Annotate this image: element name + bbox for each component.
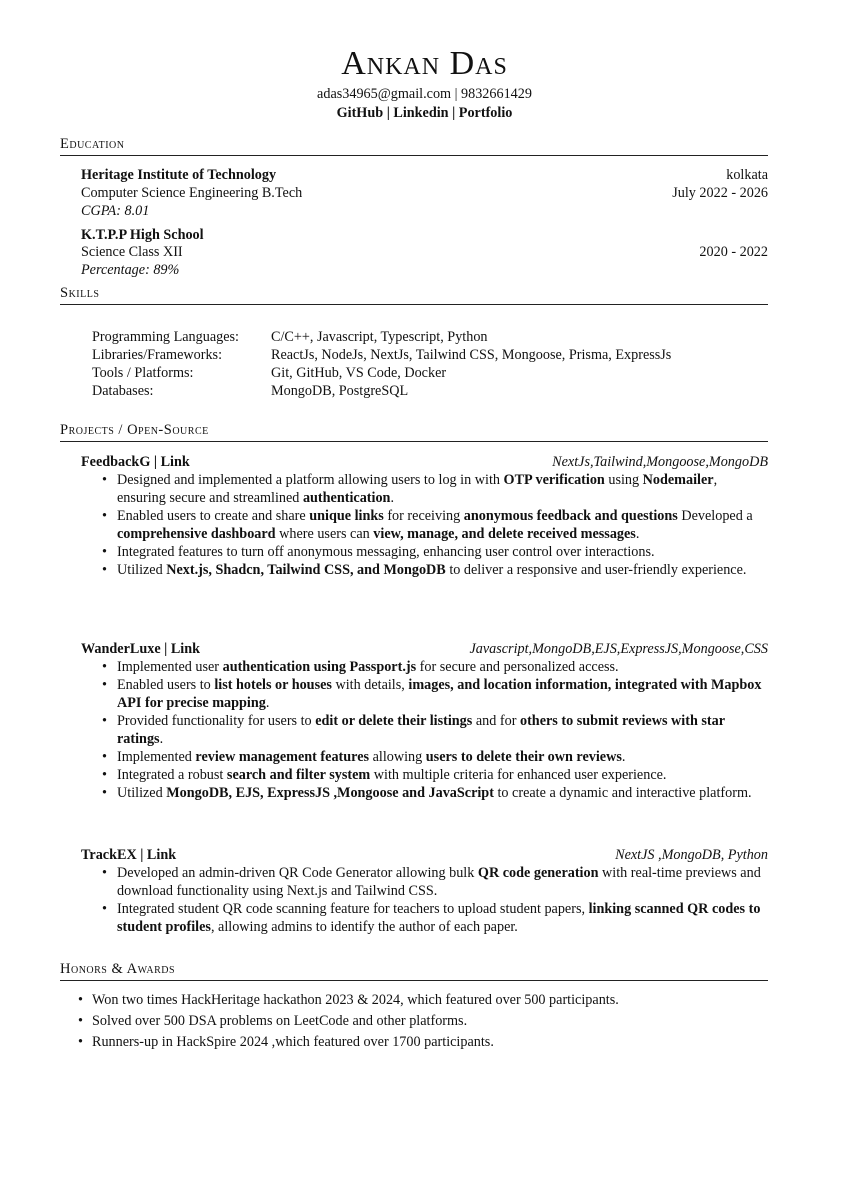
project-bullet-item — [102, 561, 767, 579]
skill-category: Libraries/Frameworks: — [92, 347, 223, 363]
skill-values: ReactJs, NodeJs, NextJs, Tailwind CSS, Mongoose, Prisma, ExpressJs — [271, 347, 672, 363]
project-name: TrackEX — [81, 847, 137, 863]
degree-dates: July 2022 - 2026 — [672, 185, 768, 201]
bullet-icon: • — [102, 508, 107, 524]
bullet-icon: • — [78, 992, 83, 1008]
bullet-text: Developed a — [677, 508, 753, 524]
school-name: Heritage Institute of Technology — [81, 167, 277, 183]
bullet-text-bold: list hotels or houses — [214, 677, 332, 693]
bullet-icon: • — [78, 1034, 83, 1050]
project-bullet-item — [102, 766, 767, 784]
bullet-text: with details, — [331, 677, 409, 693]
bullet-text: Implemented user — [117, 659, 223, 675]
project-bullet-item — [102, 543, 767, 561]
skills-row — [92, 346, 671, 364]
bullet-icon: • — [102, 659, 107, 675]
bullet-text-bold: authentication using Passport.js — [222, 659, 417, 675]
award-text: Won two times HackHeritage hackathon 2023 & 2024, which featured over 500 participants. — [92, 992, 619, 1008]
project-tech-stack: NextJS ,MongoDB, Python — [615, 847, 768, 863]
bullet-text-bold: Next.js, Shadcn, Tailwind CSS, and MongoDB — [166, 562, 446, 578]
bullet-text-bold: anonymous feedback and questions — [463, 508, 678, 524]
project-title-trackex: TrackEX | Link NextJS ,MongoDB, Python — [81, 847, 768, 863]
bullet-text: Designed and implemented a platform allowing users to log in with — [117, 472, 504, 488]
bullet-text-bold: linking scanned QR codes to student profiles — [117, 901, 761, 935]
bullet-text: for receiving — [383, 508, 464, 524]
project-link[interactable]: Link — [170, 641, 201, 657]
project-bullets — [102, 864, 767, 936]
skill-category: Databases: — [92, 383, 154, 399]
project-bullet-item — [102, 712, 767, 748]
skills-row — [92, 328, 671, 346]
bullet-text: Developed an admin-driven QR Code Generator allowing bulk — [117, 865, 478, 881]
education-degree-1 — [81, 184, 768, 202]
bullet-text: Implemented — [117, 749, 196, 765]
contact-line: adas34965@gmail.com | 9832661429 — [317, 86, 532, 102]
skills-row — [92, 364, 671, 382]
skill-values: Git, GitHub, VS Code, Docker — [271, 365, 447, 381]
school-name: K.T.P.P High School — [81, 227, 204, 243]
skill-values: C/C++, Javascript, Typescript, Python — [271, 329, 488, 345]
bullet-text-bold: users to delete their own reviews — [425, 749, 622, 765]
project-name: WanderLuxe — [81, 641, 161, 657]
bullet-text: and for — [472, 713, 520, 729]
bullet-text: Utilized — [117, 785, 167, 801]
linkedin-link[interactable]: Linkedin — [393, 105, 449, 121]
project-tech-stack: NextJs,Tailwind,Mongoose,MongoDB — [552, 454, 768, 470]
degree-dates: 2020 - 2022 — [699, 244, 768, 260]
bullet-text: where users can — [275, 526, 374, 542]
education-score-2: Percentage: 89% — [81, 262, 180, 278]
bullet-text: Utilized — [117, 562, 167, 578]
project-bullet-item — [102, 784, 767, 802]
bullet-text-bold: edit or delete their listings — [315, 713, 473, 729]
bullet-text: , ensuring secure and streamlined — [117, 472, 718, 506]
bullet-text: Integrated student QR code scanning feature for teachers to upload student papers, — [117, 901, 589, 917]
bullet-text-bold: Nodemailer — [642, 472, 714, 488]
bullet-icon: • — [102, 472, 107, 488]
bullet-text: using — [604, 472, 643, 488]
bullet-text-bold: QR code generation — [477, 865, 599, 881]
project-bullet-item — [102, 676, 767, 712]
bullet-text: to deliver a responsive and user-friendly experience. — [445, 562, 747, 578]
bullet-icon: • — [102, 562, 107, 578]
bullet-icon: • — [102, 544, 107, 560]
education-school-2 — [81, 226, 768, 244]
bullet-text: . — [635, 526, 640, 542]
bullet-text: . — [621, 749, 626, 765]
bullet-text-bold: others to submit reviews with star ratings — [117, 713, 725, 747]
bullet-icon: • — [102, 865, 107, 881]
bullet-text-bold: unique links — [309, 508, 384, 524]
link-separator: | — [448, 105, 459, 121]
bullet-icon: • — [78, 1013, 83, 1029]
education-heading: Education — [60, 136, 768, 156]
bullet-icon: • — [102, 677, 107, 693]
award-item — [78, 1032, 768, 1053]
project-bullet-item — [102, 507, 767, 543]
projects-heading: Projects / Open-Source — [60, 422, 768, 442]
skill-category: Programming Languages: — [92, 329, 239, 345]
project-bullet-item — [102, 900, 767, 936]
bullet-text-bold: MongoDB, EJS, ExpressJS ,Mongoose and JavaScript — [166, 785, 494, 801]
award-item — [78, 990, 768, 1011]
bullet-text-bold: OTP verification — [503, 472, 605, 488]
bullet-icon: • — [102, 767, 107, 783]
skills-row — [92, 382, 671, 400]
portfolio-link[interactable]: Portfolio — [458, 105, 513, 121]
award-text: Solved over 500 DSA problems on LeetCode and other platforms. — [92, 1013, 468, 1029]
project-bullet-item — [102, 748, 767, 766]
github-link[interactable]: GitHub — [336, 105, 384, 121]
project-title-feedbackg: FeedbackG | Link NextJs,Tailwind,Mongoose,MongoDB — [81, 454, 768, 470]
bullet-text: . — [159, 731, 164, 747]
skills-table — [92, 328, 671, 400]
link-separator: | — [383, 105, 394, 121]
project-name: FeedbackG — [81, 454, 151, 470]
bullet-icon: • — [102, 713, 107, 729]
bullet-text: Enabled users to — [117, 677, 215, 693]
bullet-icon: • — [102, 901, 107, 917]
profile-links — [0, 104, 849, 122]
project-title-wanderluxe: WanderLuxe | Link Javascript,MongoDB,EJS,ExpressJS,Mongoose,CSS — [81, 641, 768, 657]
bullet-text-bold: view, manage, and delete received messages — [373, 526, 636, 542]
bullet-icon: • — [102, 749, 107, 765]
bullet-text: to create a dynamic and interactive platform. — [493, 785, 752, 801]
degree-name: Computer Science Engineering B.Tech — [81, 185, 303, 201]
bullet-text: with real-time previews and download functionality using Next.js and Tailwind CSS. — [117, 865, 761, 899]
candidate-name: Ankan Das — [341, 45, 508, 82]
project-bullet-item — [102, 471, 767, 507]
bullet-text: . — [265, 695, 270, 711]
degree-name: Science Class XII — [81, 244, 183, 260]
bullet-text: Enabled users to create and share — [117, 508, 310, 524]
honors-heading: Honors & Awards — [60, 961, 768, 981]
bullet-text-bold: authentication — [302, 490, 391, 506]
skills-heading: Skills — [60, 285, 768, 305]
education-school-1 — [81, 166, 768, 184]
bullet-text: with multiple criteria for enhanced user experience. — [370, 767, 667, 783]
bullet-text-bold: review management features — [195, 749, 370, 765]
awards-list — [78, 990, 768, 1053]
school-location: kolkata — [726, 167, 768, 183]
bullet-text: , allowing admins to identify the author of each paper. — [210, 919, 518, 935]
bullet-text: . — [390, 490, 394, 506]
education-score-1: CGPA: 8.01 — [81, 203, 150, 219]
bullet-icon: • — [102, 785, 107, 801]
award-text: Runners-up in HackSpire 2024 ,which featured over 1700 participants. — [92, 1034, 494, 1050]
skill-values: MongoDB, PostgreSQL — [271, 383, 409, 399]
education-degree-2 — [81, 243, 768, 261]
project-link[interactable]: Link — [160, 454, 190, 470]
bullet-text-bold: comprehensive dashboard — [117, 526, 276, 542]
project-bullet-item — [102, 658, 767, 676]
bullet-text: Provided functionality for users to — [117, 713, 316, 729]
project-bullets — [102, 471, 767, 579]
bullet-text: Integrated features to turn off anonymous messaging, enhancing user control over interactions. — [117, 544, 655, 560]
project-bullet-item — [102, 864, 767, 900]
skill-category: Tools / Platforms: — [92, 365, 194, 381]
bullet-text: allowing — [369, 749, 426, 765]
project-link[interactable]: Link — [146, 847, 177, 863]
bullet-text: Integrated a robust — [117, 767, 227, 783]
bullet-text: for secure and personalized access. — [416, 659, 619, 675]
project-bullets — [102, 658, 767, 802]
bullet-text-bold: search and filter system — [226, 767, 371, 783]
bullet-text-bold: images, and location information, integrated with Mapbox API for precise mapping — [117, 677, 762, 711]
project-tech-stack: Javascript,MongoDB,EJS,ExpressJS,Mongoose,CSS — [469, 641, 768, 657]
award-item — [78, 1011, 768, 1032]
